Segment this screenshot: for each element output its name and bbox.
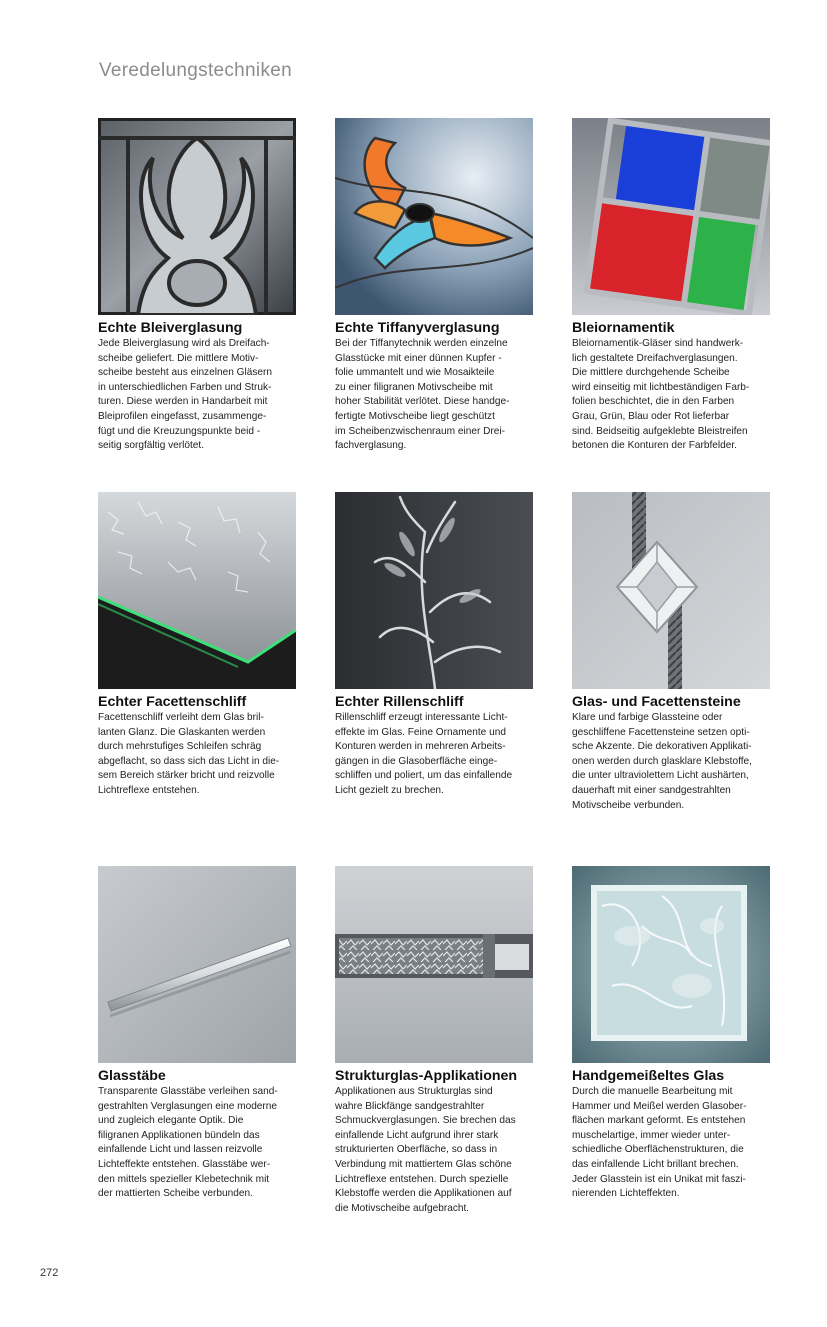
text-line: scheibe besteht aus einzelnen Gläsern (98, 367, 272, 379)
technique-card-handgemeisselt (572, 866, 770, 1202)
text-line: durch mehrstufiges Schleifen schräg (98, 741, 262, 753)
text-line: den mittels spezieller Klebetechnik mit (98, 1173, 270, 1185)
text-line: Bei der Tiffanytechnik werden einzelne (335, 338, 508, 349)
text-line: lanten Glanz. Die Glaskanten werden (98, 726, 266, 738)
text-line: einfallende Licht aufgrund ihrer stark (335, 1129, 499, 1141)
structured-glass-photo (335, 866, 533, 1063)
text-line: sem Bereich stärker bricht und reizvolle (98, 770, 275, 782)
text-line: hoher Stabilität verlötet. Diese handge- (335, 396, 510, 408)
tiffany-glazing-photo (335, 118, 533, 315)
text-line: filigranen Applikationen bündeln das (98, 1129, 260, 1141)
card-description (335, 711, 533, 799)
text-line: Klare und farbige Glassteine oder (572, 712, 723, 723)
text-line: sche Akzente. Die dekorativen Applikati- (572, 741, 752, 753)
text-line: Facettenschliff verleiht dem Glas bril- (98, 712, 264, 723)
text-line: die Motivscheibe aufgebracht. (335, 1202, 470, 1214)
text-line: geschliffene Facettensteine setzen opti- (572, 726, 750, 738)
text-line: scheibe geliefert. Die mittlere Motiv- (98, 352, 259, 364)
technique-card-bleiverglasung (98, 118, 296, 454)
card-title: Bleiornamentik (572, 320, 675, 336)
text-line: sind. Beidseitig aufgeklebte Bleistreifen (572, 425, 748, 437)
text-line: Schmuckverglasungen. Sie brechen das (335, 1115, 516, 1127)
page-title: Veredelungstechniken (99, 60, 292, 81)
card-description (572, 337, 770, 454)
card-title: Echter Facettenschliff (98, 694, 247, 710)
text-line: Lichtreflexe entstehen. (98, 784, 200, 796)
text-line: schliffen und poliert, um das einfallende (335, 770, 513, 782)
card-description (335, 1085, 533, 1216)
text-line: seitig sorgfältig verlötet. (98, 440, 205, 452)
technique-card-strukturglas (335, 866, 533, 1216)
technique-card-tiffany (335, 118, 533, 454)
technique-card-glassteine (572, 492, 770, 813)
text-line: Jeder Glasstein ist ein Unikat mit faszi- (572, 1173, 746, 1185)
text-line: Klebstoffe werden die Applikationen auf (335, 1188, 512, 1200)
hand-chiseled-glass-photo (572, 866, 770, 1063)
text-line: fachverglasung. (335, 440, 407, 452)
technique-card-facettenschliff (98, 492, 296, 799)
text-line: flächen markant geformt. Es entstehen (572, 1115, 746, 1127)
text-line: Applikationen aus Strukturglas sind (335, 1086, 493, 1097)
groove-cut-photo (335, 492, 533, 689)
text-line: onen werden durch glasklare Klebstoffe, (572, 755, 752, 767)
text-line: in unterschiedlichen Farben und Struk- (98, 381, 272, 393)
text-line: zu einer filigranen Motivscheibe mit (335, 381, 493, 393)
card-description (98, 711, 296, 799)
technique-card-bleiornamentik (572, 118, 770, 454)
text-line: turen. Diese werden in Handarbeit mit (98, 396, 268, 408)
text-line: Lichtreflexe entstehen. Durch spezielle (335, 1173, 509, 1185)
text-line: Bleiornamentik-Gläser sind handwerk- (572, 338, 744, 349)
glass-rod-photo (98, 866, 296, 1063)
text-line: abgeflacht, so dass sich das Licht in die- (98, 755, 280, 767)
text-line: wird einseitig mit lichtbeständigen Farb- (572, 381, 750, 393)
text-line: Verbindung mit mattiertem Glas schöne (335, 1158, 512, 1170)
text-line: fertigte Motivscheibe liegt geschützt (335, 410, 495, 422)
text-line: schiedliche Oberflächenstrukturen, die (572, 1144, 744, 1156)
text-line: folie ummantelt und wie Mosaikteile (335, 367, 495, 379)
text-line: das einfallende Licht brillant brechen. (572, 1158, 739, 1170)
text-line: Bleiprofilen eingefasst, zusammenge- (98, 410, 267, 422)
card-description (572, 1085, 770, 1202)
card-title: Echte Bleiverglasung (98, 320, 243, 336)
page-number: 272 (40, 1267, 59, 1279)
text-line: die unter ultraviolettem Licht aushärten, (572, 770, 749, 782)
text-line: dauerhaft mit einer sandgestrahlten (572, 784, 731, 796)
card-title: Strukturglas-Applikationen (335, 1068, 518, 1084)
glass-stone-photo (572, 492, 770, 689)
card-title: Echter Rillenschliff (335, 694, 464, 710)
text-line: der mattierten Scheibe verbunden. (98, 1188, 253, 1200)
text-line: Transparente Glasstäbe verleihen sand- (98, 1086, 278, 1097)
card-description (335, 337, 533, 454)
text-line: wahre Blickfänge sandgestrahlter (335, 1100, 485, 1112)
text-line: gestrahlten Verglasungen eine moderne (98, 1100, 278, 1112)
text-line: im Scheibenzwischenraum einer Drei- (335, 425, 505, 437)
text-line: Die mittlere durchgehende Scheibe (572, 367, 730, 379)
text-line: fügt und die Kreuzungspunkte beid - (98, 425, 261, 437)
card-description (572, 711, 770, 813)
text-line: Licht gezielt zu brechen. (335, 784, 444, 796)
text-line: Jede Bleiverglasung wird als Dreifach- (98, 338, 270, 349)
card-title: Handgemeißeltes Glas (572, 1068, 725, 1084)
text-line: Grau, Grün, Blau oder Rot lieferbar (572, 410, 730, 422)
text-line: effekte im Glas. Feine Ornamente und (335, 726, 506, 738)
card-title: Echte Tiffanyverglasung (335, 320, 500, 336)
text-line: Lichteffekte entstehen. Glasstäbe wer- (98, 1158, 271, 1170)
text-line: lich gestaltete Dreifachverglasungen. (572, 352, 738, 364)
technique-card-glasstaebe (98, 866, 296, 1202)
card-title: Glas- und Facettensteine (572, 694, 741, 710)
text-line: Durch die manuelle Bearbeitung mit (572, 1086, 733, 1097)
text-line: einfallende Licht und lassen reizvolle (98, 1144, 263, 1156)
text-line: strukturierten Oberfläche, so dass in (335, 1144, 498, 1156)
text-line: Konturen werden in mehreren Arbeits- (335, 741, 506, 753)
card-description (98, 337, 296, 454)
text-line: muschelartige, immer wieder unter- (572, 1129, 731, 1141)
text-line: gängen in die Glasoberfläche einge- (335, 755, 498, 767)
text-line: betonen die Konturen der Farbfelder. (572, 440, 737, 452)
text-line: Rillenschliff erzeugt interessante Licht- (335, 712, 508, 723)
lead-ornament-photo (572, 118, 770, 315)
bevel-cut-photo (98, 492, 296, 689)
text-line: Glasstücke mit einer dünnen Kupfer - (335, 352, 502, 364)
text-line: Motivscheibe verbunden. (572, 799, 685, 811)
card-description (98, 1085, 296, 1202)
text-line: folien beschichtet, die in den Farben (572, 396, 735, 408)
lead-glazing-photo (98, 118, 296, 315)
technique-card-rillenschliff (335, 492, 533, 799)
card-title: Glasstäbe (98, 1068, 166, 1084)
text-line: nierenden Lichteffekten. (572, 1188, 680, 1200)
text-line: Hammer und Meißel werden Glasober- (572, 1100, 747, 1112)
text-line: und zugleich elegante Optik. Die (98, 1115, 244, 1127)
